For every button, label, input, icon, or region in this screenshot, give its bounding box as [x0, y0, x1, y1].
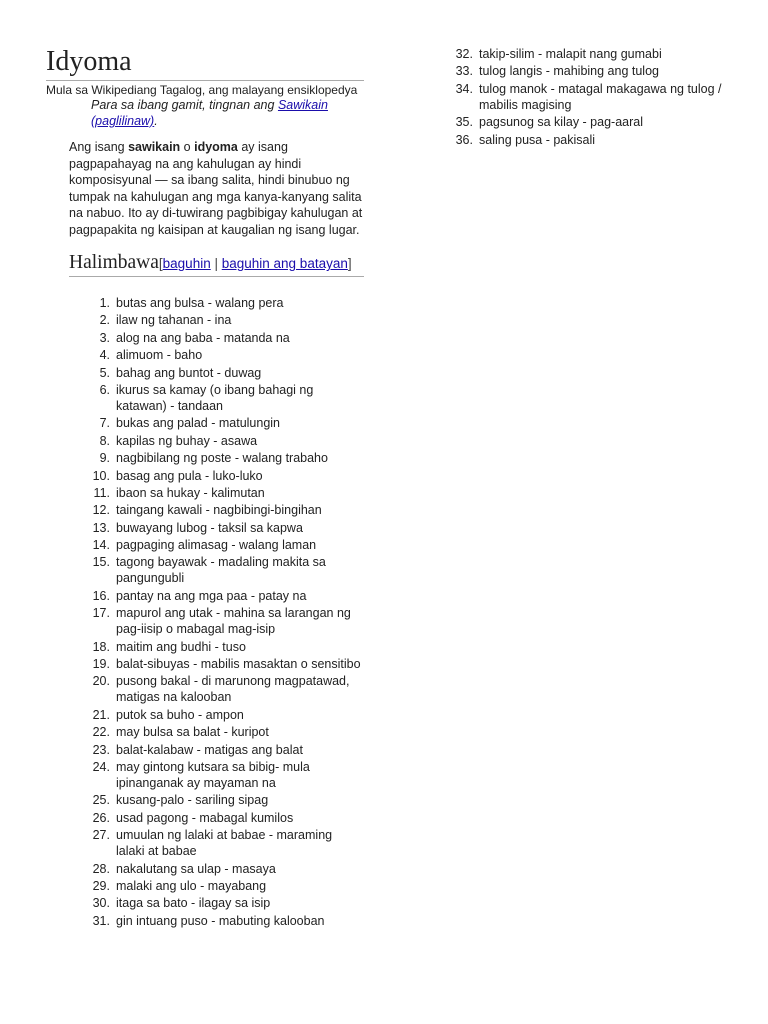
list-item-number: 12. — [92, 503, 110, 518]
list-item-text: usad pagong - mabagal kumilos — [116, 810, 294, 825]
list-item-number: 2. — [99, 313, 110, 328]
intro-text: o — [180, 140, 195, 154]
left-column — [46, 46, 364, 930]
list-item-text: nagbibilang ng poste - walang trabaho — [116, 451, 328, 466]
list-item-number: 18. — [92, 639, 110, 654]
list-item-number: 13. — [92, 520, 110, 535]
list-item-number: 27. — [92, 828, 110, 843]
list-item-number: 14. — [92, 538, 110, 553]
list-item-text: may bulsa sa balat - kuripot — [116, 725, 269, 740]
list-item — [46, 537, 364, 553]
list-item-number: 10. — [92, 468, 110, 483]
list-item-number: 21. — [92, 707, 110, 722]
list-item-number: 3. — [99, 330, 110, 345]
list-item-text: ibaon sa hukay - kalimutan — [116, 485, 265, 500]
list-item-text: nakalutang sa ulap - masaya — [116, 861, 276, 876]
list-item-number: 28. — [92, 861, 110, 876]
list-item — [46, 810, 364, 826]
list-item — [46, 468, 364, 484]
list-item — [46, 605, 364, 637]
list-item-number: 29. — [92, 878, 110, 893]
list-item-number: 23. — [92, 742, 110, 757]
list-item-text: pagpaging alimasag - walang laman — [116, 538, 317, 553]
list-item — [46, 759, 364, 791]
list-item — [46, 895, 364, 911]
list-item-number: 8. — [99, 433, 110, 448]
list-item — [46, 707, 364, 723]
list-item-text: gin intuang puso - mabuting kalooban — [116, 913, 325, 928]
list-item-text: ikurus sa kamay (o ibang bahagi ng katawan) - tandaan — [116, 382, 314, 413]
list-item — [428, 63, 728, 79]
idiom-list — [46, 295, 364, 929]
list-item-number: 31. — [92, 913, 110, 928]
section-heading — [69, 252, 364, 277]
list-item-text: may gintong kutsara sa bibig- mula ipinanganak ay mayaman na — [116, 759, 310, 790]
list-item — [46, 792, 364, 808]
list-item-text: malaki ang ulo - mayabang — [116, 878, 267, 893]
list-item-number: 6. — [99, 382, 110, 397]
list-item — [46, 295, 364, 311]
list-item — [46, 673, 364, 705]
list-item-text: kapilas ng buhay - asawa — [116, 433, 258, 448]
list-item — [46, 347, 364, 363]
list-item-text: ilaw ng tahanan - ina — [116, 313, 232, 328]
intro-term-idyoma: idyoma — [194, 140, 238, 154]
edit-source-link[interactable]: baguhin ang batayan — [221, 256, 348, 271]
list-item-text: bahag ang buntot - duwag — [116, 365, 262, 380]
list-item-text: balat-kalabaw - matigas ang balat — [116, 742, 303, 757]
list-item-number: 9. — [99, 451, 110, 466]
list-item — [46, 913, 364, 929]
section-heading-text: Halimbawa — [69, 252, 159, 273]
list-item — [46, 312, 364, 328]
list-item-number: 35. — [455, 115, 473, 130]
list-item-number: 4. — [99, 348, 110, 363]
list-item-number: 33. — [455, 64, 473, 79]
list-item-text: balat-sibuyas - mabilis masaktan o sensitibo — [116, 657, 361, 672]
list-item — [46, 656, 364, 672]
list-item-number: 34. — [455, 81, 473, 96]
list-item-number: 30. — [92, 896, 110, 911]
list-item-number: 5. — [99, 365, 110, 380]
list-item-text: alimuom - baho — [116, 348, 203, 363]
list-item-number: 20. — [92, 674, 110, 689]
list-item — [428, 46, 728, 62]
list-item-text: takip-silim - malapit nang gumabi — [479, 47, 662, 61]
list-item-text: pantay na ang mga paa - patay na — [116, 588, 307, 603]
list-item-number: 1. — [99, 296, 110, 310]
intro-text: ay isang pagpapahayag na ang kahulugan ay hindi komposisyunal — sa ibang salita, hindi binubuo ng tumpak na kahulugan ang mga kanya-kanyang salita na nabuo. Ito ay di-tuwirang pagbibigay kahulugan at pagpapakita ng kaisipan at kaugalian ng isang lugar. — [69, 140, 363, 237]
list-item — [46, 878, 364, 894]
edit-bracket-open: [ — [158, 256, 163, 271]
list-item-text: alog na ang baba - matanda na — [116, 330, 290, 345]
list-item-text: maitim ang budhi - tuso — [116, 639, 246, 654]
list-item — [46, 415, 364, 431]
list-item-text: itaga sa bato - ilagay sa isip — [116, 896, 271, 911]
list-item — [46, 520, 364, 536]
list-item-text: bukas ang palad - matulungin — [116, 416, 281, 431]
list-item-number: 19. — [92, 657, 110, 672]
right-column — [428, 46, 728, 149]
intro-paragraph — [69, 139, 364, 238]
list-item-number: 22. — [92, 725, 110, 740]
list-item — [46, 450, 364, 466]
list-item-number: 26. — [92, 810, 110, 825]
list-item-number: 32. — [455, 47, 473, 61]
list-item — [46, 433, 364, 449]
page-title: Idyoma — [46, 46, 364, 81]
list-item-text: buwayang lubog - taksil sa kapwa — [116, 520, 303, 535]
list-item-text: putok sa buho - ampon — [116, 707, 244, 722]
list-item — [46, 639, 364, 655]
list-item-number: 7. — [99, 416, 110, 431]
list-item-text: kusang-palo - sariling sipag — [116, 793, 269, 808]
edit-bracket-close: ] — [347, 256, 352, 271]
list-item-number: 36. — [455, 132, 473, 147]
disambiguation-link[interactable]: Sawikain (paglilinaw) — [91, 98, 328, 128]
list-item — [46, 485, 364, 501]
list-item — [46, 742, 364, 758]
list-item-text: pagsunog sa kilay - pag-aaral — [479, 115, 643, 130]
list-item-text: taingang kawali - nagbibingi-bingihan — [116, 503, 322, 518]
list-item — [428, 132, 728, 148]
edit-separator: | — [210, 256, 222, 271]
list-item-number: 17. — [92, 606, 110, 621]
list-item-text: pusong bakal - di marunong magpatawad, matigas na kalooban — [116, 674, 350, 705]
hatnote-prefix: Para sa ibang gamit, tingnan ang — [91, 98, 278, 112]
list-item-number: 15. — [92, 555, 110, 570]
list-item-number: 24. — [92, 759, 110, 774]
list-item-text: umuulan ng lalaki at babae - maraming lalaki at babae — [116, 828, 333, 859]
list-item — [46, 330, 364, 346]
list-item-text: basag ang pula - luko-luko — [116, 468, 263, 483]
list-item-text: saling pusa - pakisali — [479, 132, 596, 147]
list-item — [46, 827, 364, 859]
list-item-text: tagong bayawak - madaling makita sa pangungubli — [116, 555, 326, 586]
list-item-number: 25. — [92, 793, 110, 808]
edit-link[interactable]: baguhin — [162, 256, 211, 271]
list-item-number: 16. — [92, 588, 110, 603]
list-item — [428, 81, 728, 113]
list-item-number: 11. — [93, 485, 110, 500]
list-item — [46, 502, 364, 518]
hatnote-suffix: . — [154, 114, 158, 128]
list-item — [46, 861, 364, 877]
page-subtitle: Mula sa Wikipediang Tagalog, ang malayang ensiklopedya — [46, 83, 358, 97]
list-item — [46, 588, 364, 604]
list-item — [46, 365, 364, 381]
list-item-text: tulog langis - mahibing ang tulog — [479, 64, 659, 79]
list-item-text: tulog manok - matagal makagawa ng tulog / mabilis magising — [479, 81, 722, 112]
intro-term-sawikain: sawikain — [128, 140, 181, 154]
section-edit-links — [159, 256, 352, 271]
intro-text: Ang isang — [69, 140, 129, 154]
idiom-list-continued — [428, 46, 728, 148]
list-item — [46, 724, 364, 740]
hatnote — [91, 97, 364, 129]
list-item — [428, 114, 728, 130]
list-item-text: mapurol ang utak - mahina sa larangan ng pag-iisip o mabagal mag-isip — [116, 606, 351, 637]
list-item — [46, 554, 364, 586]
list-item-text: butas ang bulsa - walang pera — [116, 296, 284, 310]
list-item — [46, 382, 364, 414]
